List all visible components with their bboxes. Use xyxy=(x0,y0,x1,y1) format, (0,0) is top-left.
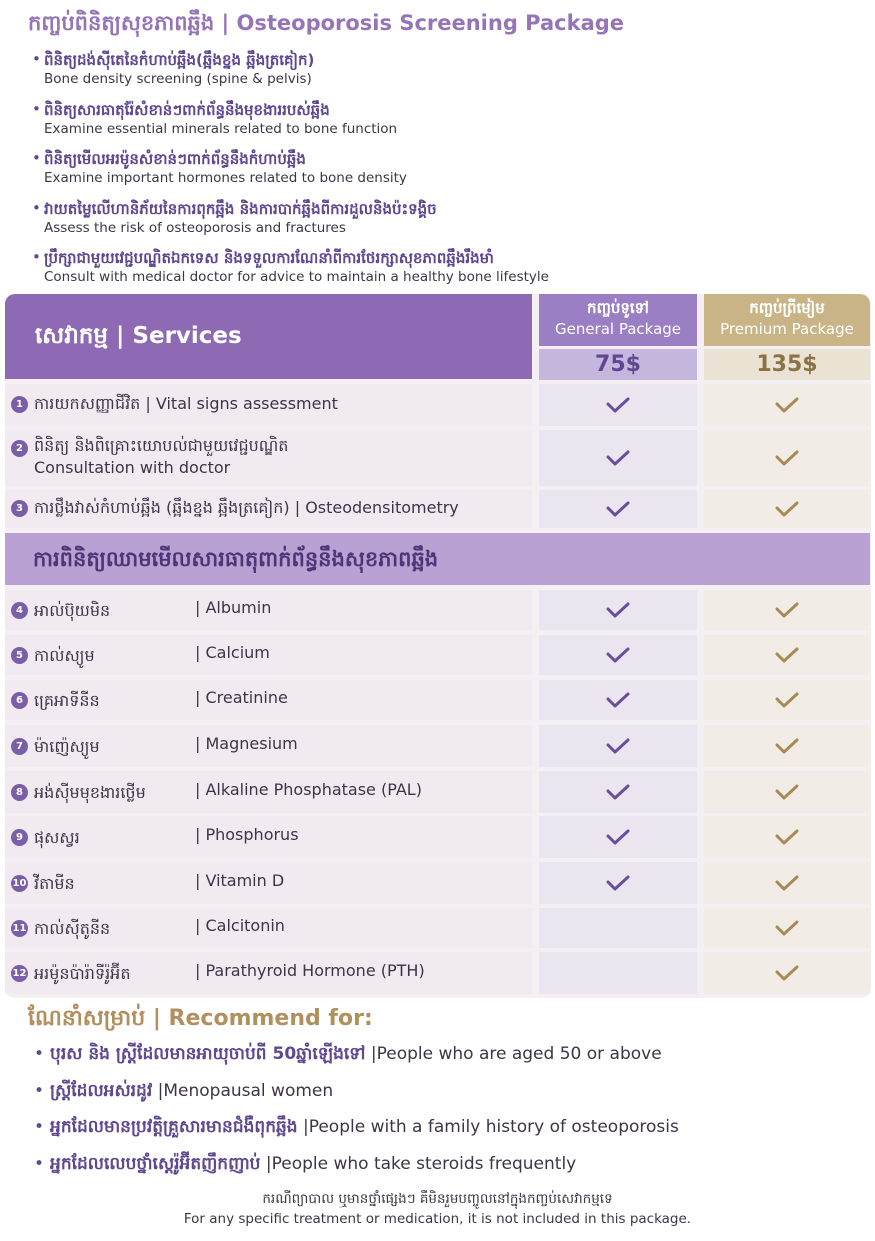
row-number-badge: 6 xyxy=(11,692,28,709)
recommend-item-en: |People who take steroids frequently xyxy=(265,1153,577,1174)
premium-package-price: 135$ xyxy=(704,349,870,380)
lab-name-cell xyxy=(5,771,532,813)
lab-name-cell xyxy=(5,862,532,904)
row-number-badge: 1 xyxy=(11,396,28,413)
service-name-cell xyxy=(5,430,532,486)
footnote-en: For any specific treatment or medication, it is not included in this package. xyxy=(183,1211,692,1227)
lab-name-en: | Calcitonin xyxy=(195,916,285,935)
lab-row xyxy=(5,771,870,813)
recommend-item xyxy=(34,1037,864,1074)
intro-item-km: ពិនិត្យមើលអរម៉ូនសំខាន់ៗពាក់ព័ន្ធនឹងកំហាប់ឆ្អឹង xyxy=(44,150,306,168)
row-number-badge: 2 xyxy=(11,440,28,457)
checkmark-icon xyxy=(606,449,630,467)
checkmark-icon xyxy=(606,646,630,664)
service-name xyxy=(34,435,288,479)
footnote xyxy=(0,1189,875,1229)
checkmark-icon xyxy=(775,737,799,755)
recommend-item-en: |People with a family history of osteoporosis xyxy=(302,1117,679,1137)
intro-item-en: Consult with medical doctor for advice to maintain a healthy bone lifestyle xyxy=(44,269,549,285)
checkmark-icon xyxy=(606,396,630,414)
row-number-badge: 7 xyxy=(11,738,28,755)
checkmark-icon xyxy=(775,601,799,619)
service-name: ការយកសញ្ញាជីវិត | Vital signs assessment xyxy=(34,394,338,413)
intro-item xyxy=(32,149,852,199)
general-cell xyxy=(539,816,697,858)
lab-name-en: | Alkaline Phosphatase (PAL) xyxy=(195,780,422,799)
service-name: ការថ្លឹងវាស់កំហាប់ឆ្អឹង (ឆ្អឹងខ្នង ឆ្អឹងត្រគៀក) | Osteodensitometry xyxy=(34,498,459,517)
premium-cell xyxy=(704,490,870,528)
premium-cell xyxy=(704,771,870,813)
checkmark-icon xyxy=(775,500,799,518)
intro-item-km: ប្រឹក្សាជាមួយវេជ្ជបណ្ឌិតឯកទេស និងទទួលការណែនាំពីការថែរក្សាសុខភាពឆ្អឹងរឹងមាំ xyxy=(44,249,494,267)
lab-row xyxy=(5,635,870,675)
recommend-title: ណែនាំសម្រាប់ | Recommend for: xyxy=(28,1006,373,1031)
checkmark-icon xyxy=(775,919,799,937)
bullet: • xyxy=(34,1153,45,1174)
lab-name-cell xyxy=(5,590,532,630)
bullet: • xyxy=(32,50,41,68)
intro-item-km: ពិនិត្យសារធាតុរ៉ែសំខាន់ៗពាក់ព័ន្ធនឹងមុខងាររបស់ឆ្អឹង xyxy=(44,100,330,119)
premium-package-header xyxy=(704,294,870,346)
lab-name-km: កាល់ស៊ីតូនីន xyxy=(34,919,111,938)
intro-item-en: Assess the risk of osteoporosis and fractures xyxy=(44,219,346,236)
intro-item xyxy=(32,50,852,100)
intro-item-en: Examine essential minerals related to bone function xyxy=(44,120,398,137)
intro-item-en: Examine important hormones related to bone density xyxy=(44,170,407,186)
lab-name-km: អាល់ប៊ុយមិន xyxy=(34,601,111,620)
lab-row xyxy=(5,908,870,948)
lab-name-en: | Magnesium xyxy=(195,734,298,753)
lab-row xyxy=(5,725,870,767)
bullet: • xyxy=(32,149,41,167)
premium-cell xyxy=(704,725,870,767)
lab-name-en: | Vitamin D xyxy=(195,871,285,890)
service-name-en: Consultation with doctor xyxy=(34,458,231,477)
recommend-item-en: |People who are aged 50 or above xyxy=(370,1044,662,1064)
recommend-item-km: ស្ត្រីដែលអស់រដូវ xyxy=(50,1080,153,1101)
checkmark-icon xyxy=(606,500,630,518)
premium-cell xyxy=(704,816,870,858)
service-name-cell xyxy=(5,384,532,426)
checkmark-icon xyxy=(775,646,799,664)
checkmark-icon xyxy=(775,783,799,801)
checkmark-icon xyxy=(606,691,630,709)
intro-item xyxy=(32,199,852,249)
row-number-badge: 11 xyxy=(11,920,28,937)
premium-cell xyxy=(704,680,870,720)
checkmark-icon xyxy=(606,783,630,801)
general-cell xyxy=(539,590,697,630)
lab-row xyxy=(5,680,870,720)
lab-row xyxy=(5,862,870,904)
service-name-cell xyxy=(5,490,532,528)
recommend-item xyxy=(34,1147,864,1184)
row-number-badge: 3 xyxy=(11,500,28,517)
checkmark-icon xyxy=(775,828,799,846)
service-name-km: ពិនិត្យ និងពិគ្រោះយោបល់ជាមួយវេជ្ជបណ្ឌិត xyxy=(34,436,289,455)
premium-cell xyxy=(704,384,870,426)
lab-section-title: ការពិនិត្យឈាមមើលសារធាតុពាក់ព័ន្ធនឹងសុខភាពឆ្អឹង xyxy=(5,533,870,585)
checkmark-icon xyxy=(775,874,799,892)
row-number-badge: 9 xyxy=(11,829,28,846)
service-row xyxy=(5,384,870,426)
lab-row xyxy=(5,590,870,630)
lab-name-en: | Albumin xyxy=(195,598,272,617)
premium-cell xyxy=(704,430,870,486)
row-number-badge: 4 xyxy=(11,602,28,619)
checkmark-icon xyxy=(606,828,630,846)
recommend-item-en: |Menopausal women xyxy=(157,1080,334,1101)
row-number-badge: 10 xyxy=(11,875,28,892)
general-cell xyxy=(539,862,697,904)
recommend-item-km: អ្នកដែលមានប្រវត្តិគ្រួសារមានជំងឺពុកឆ្អឹង xyxy=(50,1117,298,1137)
premium-cell xyxy=(704,590,870,630)
checkmark-icon xyxy=(775,396,799,414)
intro-item xyxy=(32,100,852,150)
checkmark-icon xyxy=(606,601,630,619)
lab-name-cell xyxy=(5,635,532,675)
lab-name-km: កាល់ស្យូម xyxy=(34,646,95,665)
general-package-header xyxy=(539,294,697,346)
bullet: • xyxy=(32,248,41,266)
premium-cell xyxy=(704,635,870,675)
lab-name-km: គ្រេអាទីនីន xyxy=(34,691,100,710)
general-cell xyxy=(539,635,697,675)
lab-name-km: វីតាមីន xyxy=(34,874,75,893)
general-package-en: General Package xyxy=(554,320,682,338)
row-number-badge: 12 xyxy=(11,965,28,982)
premium-cell xyxy=(704,862,870,904)
intro-item xyxy=(32,248,852,298)
lab-name-cell xyxy=(5,816,532,858)
services-header: សេវាកម្ម | Services xyxy=(5,294,532,379)
general-package-price: 75$ xyxy=(539,349,697,380)
bullet: • xyxy=(32,99,41,118)
bullet: • xyxy=(32,198,41,217)
footnote-km: ករណីព្យាបាល ឬមានថ្នាំផ្សេងៗ គឺមិនរួមបញ្ចូលនៅក្នុងកញ្ចប់សេវាកម្មទេ xyxy=(262,1191,613,1207)
service-row xyxy=(5,490,870,528)
bullet: • xyxy=(34,1117,45,1137)
lab-name-en: | Phosphorus xyxy=(195,825,299,844)
bullet: • xyxy=(34,1080,45,1101)
general-cell xyxy=(539,771,697,813)
premium-cell xyxy=(704,952,870,994)
recommend-item-km: បុរស និង ស្ត្រីដែលមានអាយុចាប់ពី 50ឆ្នាំឡើងទៅ xyxy=(50,1044,366,1064)
lab-name-en: | Calcium xyxy=(195,643,270,662)
checkmark-icon xyxy=(775,449,799,467)
general-cell xyxy=(539,430,697,486)
lab-row xyxy=(5,816,870,858)
bullet: • xyxy=(34,1044,45,1064)
recommend-item xyxy=(34,1074,864,1111)
lab-name-en: | Creatinine xyxy=(195,688,288,707)
page-title: កញ្ចប់ពិនិត្យសុខភាពឆ្អឹង | Osteoporosis Screening Package xyxy=(28,11,625,35)
intro-item-km: វាយតម្លៃលើហានិភ័យនៃការពុកឆ្អឹង និងការបាក់ឆ្អឹងពីការដួលនិងប៉ះទង្គិច xyxy=(44,199,437,218)
checkmark-icon xyxy=(606,737,630,755)
row-number-badge: 5 xyxy=(11,647,28,664)
intro-list xyxy=(32,50,852,298)
intro-item-km: ពិនិត្យដង់ស៊ីតេនៃកំហាប់ឆ្អឹង(ឆ្អឹងខ្នង ឆ្អឹងត្រគៀក) xyxy=(44,51,315,69)
service-row xyxy=(5,430,870,486)
lab-name-cell xyxy=(5,680,532,720)
lab-name-cell xyxy=(5,725,532,767)
general-cell xyxy=(539,725,697,767)
recommend-item-km: អ្នកដែលលេបថ្នាំស្តេរ៉ូអ៊ីតញឹកញាប់ xyxy=(50,1153,261,1174)
premium-cell xyxy=(704,908,870,948)
premium-package-km: កញ្ចប់ព្រីមៀម xyxy=(749,299,825,317)
checkmark-icon xyxy=(775,691,799,709)
recommend-item xyxy=(34,1110,864,1147)
lab-row xyxy=(5,952,870,994)
general-package-km: កញ្ចប់ទូទៅ xyxy=(587,299,649,317)
lab-name-km: អង់ស៊ីមមុខងារថ្លើម xyxy=(34,783,146,802)
general-cell xyxy=(539,952,697,994)
lab-name-km: ផុសស្វរ xyxy=(34,828,80,847)
intro-item-en: Bone density screening (spine & pelvis) xyxy=(44,71,312,87)
lab-name-km: អរម៉ូនប៉ារ៉ាទីរ៉ូអ៊ីត xyxy=(34,964,131,983)
general-cell xyxy=(539,384,697,426)
checkmark-icon xyxy=(606,874,630,892)
general-cell xyxy=(539,490,697,528)
lab-name-cell xyxy=(5,908,532,948)
checkmark-icon xyxy=(775,964,799,982)
lab-name-cell xyxy=(5,952,532,994)
lab-name-km: ម៉ាញ៉េស្យូម xyxy=(34,737,100,756)
premium-package-en: Premium Package xyxy=(720,320,854,338)
general-cell xyxy=(539,908,697,948)
recommend-list xyxy=(34,1037,864,1183)
general-cell xyxy=(539,680,697,720)
lab-name-en: | Parathyroid Hormone (PTH) xyxy=(195,961,425,980)
row-number-badge: 8 xyxy=(11,784,28,801)
